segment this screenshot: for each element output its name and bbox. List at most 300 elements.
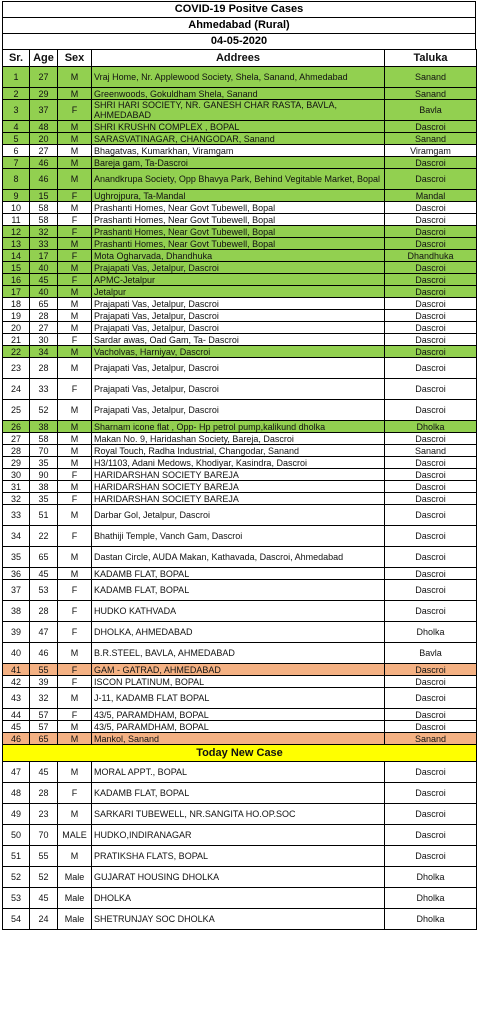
cell-sr: 31 xyxy=(3,481,30,493)
cell-address: Vacholvas, Harniyav, Dascroi xyxy=(92,346,385,358)
cell-address: DHOLKA xyxy=(92,888,385,909)
cell-age: 90 xyxy=(30,469,58,481)
table-row xyxy=(3,310,477,322)
cell-sex: M xyxy=(58,322,92,334)
cell-address: GUJARAT HOUSING DHOLKA xyxy=(92,867,385,888)
header-sex: Sex xyxy=(58,50,92,67)
cell-age: 39 xyxy=(30,676,58,688)
cell-sr: 16 xyxy=(3,274,30,286)
cell-age: 23 xyxy=(30,804,58,825)
cell-sex: MALE xyxy=(58,825,92,846)
cell-sr: 47 xyxy=(3,762,30,783)
cell-sr: 43 xyxy=(3,688,30,709)
cell-sr: 9 xyxy=(3,190,30,202)
cell-taluka: Dholka xyxy=(385,909,477,930)
table-row xyxy=(3,867,477,888)
cell-sex: M xyxy=(58,688,92,709)
cell-sex: F xyxy=(58,469,92,481)
table-row xyxy=(3,298,477,310)
table-row xyxy=(3,547,477,568)
cell-address: Anandkrupa Society, Opp Bhavya Park, Behind Vegitable Market, Bopal xyxy=(92,169,385,190)
cell-age: 52 xyxy=(30,400,58,421)
table-row xyxy=(3,250,477,262)
cell-address: Prajapati Vas, Jetalpur, Dascroi xyxy=(92,262,385,274)
cell-sr: 50 xyxy=(3,825,30,846)
cell-sr: 30 xyxy=(3,469,30,481)
cell-age: 45 xyxy=(30,274,58,286)
table-row xyxy=(3,100,477,121)
cases-body xyxy=(3,67,477,745)
cell-taluka: Dholka xyxy=(385,421,477,433)
cell-age: 58 xyxy=(30,202,58,214)
table-header-row xyxy=(3,50,477,67)
cell-sex: M xyxy=(58,145,92,157)
cell-taluka: Dascroi xyxy=(385,169,477,190)
report-sheet xyxy=(2,1,476,930)
cell-sex: F xyxy=(58,580,92,601)
cell-sr: 3 xyxy=(3,100,30,121)
table-row xyxy=(3,67,477,88)
table-row xyxy=(3,709,477,721)
table-row xyxy=(3,457,477,469)
cell-taluka: Dascroi xyxy=(385,457,477,469)
cell-sr: 28 xyxy=(3,445,30,457)
cell-sr: 35 xyxy=(3,547,30,568)
cell-address: Darbar Gol, Jetalpur, Dascroi xyxy=(92,505,385,526)
cell-address: Bareja gam, Ta-Dascroi xyxy=(92,157,385,169)
cell-taluka: Viramgam xyxy=(385,145,477,157)
cell-taluka: Dascroi xyxy=(385,262,477,274)
cell-sr: 44 xyxy=(3,709,30,721)
cell-address: Prajapati Vas, Jetalpur, Dascroi xyxy=(92,298,385,310)
cell-sex: F xyxy=(58,601,92,622)
table-row xyxy=(3,433,477,445)
cell-address: Bhathiji Temple, Vanch Gam, Dascroi xyxy=(92,526,385,547)
cell-age: 45 xyxy=(30,762,58,783)
cell-taluka: Dascroi xyxy=(385,568,477,580)
cell-taluka: Dascroi xyxy=(385,783,477,804)
cell-age: 35 xyxy=(30,457,58,469)
cell-age: 27 xyxy=(30,322,58,334)
cell-taluka: Dascroi xyxy=(385,676,477,688)
table-row xyxy=(3,688,477,709)
table-row xyxy=(3,580,477,601)
cell-sex: Male xyxy=(58,909,92,930)
cell-taluka: Dascroi xyxy=(385,346,477,358)
cell-sr: 41 xyxy=(3,664,30,676)
cell-sex: M xyxy=(58,846,92,867)
cell-sr: 24 xyxy=(3,379,30,400)
cell-address: Prajapati Vas, Jetalpur, Dascroi xyxy=(92,400,385,421)
cell-age: 32 xyxy=(30,226,58,238)
cell-address: DHOLKA, AHMEDABAD xyxy=(92,622,385,643)
cell-age: 65 xyxy=(30,733,58,745)
cell-sex: M xyxy=(58,733,92,745)
cell-age: 33 xyxy=(30,238,58,250)
cell-age: 28 xyxy=(30,358,58,379)
table-row xyxy=(3,909,477,930)
cell-sr: 39 xyxy=(3,622,30,643)
cell-address: SARKARI TUBEWELL, NR.SANGITA HO.OP.SOC xyxy=(92,804,385,825)
cell-sex: F xyxy=(58,226,92,238)
cell-age: 27 xyxy=(30,67,58,88)
cell-sex: F xyxy=(58,379,92,400)
cell-taluka: Dascroi xyxy=(385,433,477,445)
header-taluka: Taluka xyxy=(385,50,477,67)
cell-sex: Male xyxy=(58,888,92,909)
cell-sex: M xyxy=(58,804,92,825)
cell-taluka: Dascroi xyxy=(385,334,477,346)
table-row xyxy=(3,493,477,505)
new-cases-body xyxy=(3,762,477,930)
cell-sr: 33 xyxy=(3,505,30,526)
cell-age: 33 xyxy=(30,379,58,400)
cell-taluka: Dhandhuka xyxy=(385,250,477,262)
cell-taluka: Dascroi xyxy=(385,298,477,310)
cell-sr: 46 xyxy=(3,733,30,745)
table-row xyxy=(3,888,477,909)
cell-sex: F xyxy=(58,709,92,721)
cell-sex: F xyxy=(58,783,92,804)
cell-taluka: Dascroi xyxy=(385,580,477,601)
cell-address: HARIDARSHAN SOCIETY BAREJA xyxy=(92,481,385,493)
cell-age: 28 xyxy=(30,783,58,804)
table-row xyxy=(3,334,477,346)
table-row xyxy=(3,568,477,580)
cell-sr: 37 xyxy=(3,580,30,601)
cell-taluka: Mandal xyxy=(385,190,477,202)
cell-sr: 15 xyxy=(3,262,30,274)
cell-taluka: Dascroi xyxy=(385,688,477,709)
table-row xyxy=(3,157,477,169)
cell-address: KADAMB FLAT, BOPAL xyxy=(92,580,385,601)
cell-age: 58 xyxy=(30,433,58,445)
table-row xyxy=(3,622,477,643)
cell-sr: 25 xyxy=(3,400,30,421)
cell-sex: M xyxy=(58,202,92,214)
cell-age: 45 xyxy=(30,568,58,580)
cell-taluka: Dascroi xyxy=(385,709,477,721)
cell-age: 38 xyxy=(30,421,58,433)
cell-address: J-11, KADAMB FLAT BOPAL xyxy=(92,688,385,709)
table-row xyxy=(3,643,477,664)
cell-sex: F xyxy=(58,190,92,202)
cell-sr: 42 xyxy=(3,676,30,688)
cell-sr: 40 xyxy=(3,643,30,664)
cell-address: Prajapati Vas, Jetalpur, Dascroi xyxy=(92,322,385,334)
header-sr: Sr. xyxy=(3,50,30,67)
cell-address: HARIDARSHAN SOCIETY BAREJA xyxy=(92,493,385,505)
cell-address: PRATIKSHA FLATS, BOPAL xyxy=(92,846,385,867)
cell-age: 40 xyxy=(30,286,58,298)
cell-address: Prashanti Homes, Near Govt Tubewell, Bopal xyxy=(92,238,385,250)
cell-sex: F xyxy=(58,250,92,262)
cell-age: 55 xyxy=(30,846,58,867)
table-row xyxy=(3,322,477,334)
cell-age: 46 xyxy=(30,157,58,169)
table-row xyxy=(3,133,477,145)
cell-address: Jetalpur xyxy=(92,286,385,298)
cell-taluka: Sanand xyxy=(385,67,477,88)
cell-sex: M xyxy=(58,505,92,526)
cell-address: B.R.STEEL, BAVLA, AHMEDABAD xyxy=(92,643,385,664)
cell-age: 20 xyxy=(30,133,58,145)
cell-address: APMC-Jetalpur xyxy=(92,274,385,286)
cell-taluka: Sanand xyxy=(385,133,477,145)
cases-table xyxy=(2,49,477,930)
cell-sex: M xyxy=(58,286,92,298)
table-row xyxy=(3,676,477,688)
cell-age: 48 xyxy=(30,121,58,133)
cell-sex: M xyxy=(58,481,92,493)
cell-age: 35 xyxy=(30,493,58,505)
cell-taluka: Dholka xyxy=(385,622,477,643)
table-row xyxy=(3,505,477,526)
cell-address: Dastan Circle, AUDA Makan, Kathavada, Dascroi, Ahmedabad xyxy=(92,547,385,568)
cell-sr: 52 xyxy=(3,867,30,888)
cell-address: Prajapati Vas, Jetalpur, Dascroi xyxy=(92,358,385,379)
cell-taluka: Dascroi xyxy=(385,493,477,505)
cell-address: Prajapati Vas, Jetalpur, Dascroi xyxy=(92,310,385,322)
cell-sex: M xyxy=(58,262,92,274)
section-label: Today New Case xyxy=(3,745,477,762)
table-row xyxy=(3,190,477,202)
cell-address: HUDKO,INDIRANAGAR xyxy=(92,825,385,846)
cell-sr: 1 xyxy=(3,67,30,88)
cell-address: Bhagatvas, Kumarkhan, Viramgam xyxy=(92,145,385,157)
cell-address: Prashanti Homes, Near Govt Tubewell, Bopal xyxy=(92,214,385,226)
cell-sex: F xyxy=(58,622,92,643)
cell-address: Greenwoods, Gokuldham Shela, Sanand xyxy=(92,88,385,100)
table-row xyxy=(3,346,477,358)
cell-taluka: Dascroi xyxy=(385,286,477,298)
cell-age: 27 xyxy=(30,145,58,157)
cell-address: Sharnam icone flat , Opp- Hp petrol pump,kalikund dholka xyxy=(92,421,385,433)
cell-taluka: Dascroi xyxy=(385,310,477,322)
cell-address: KADAMB FLAT, BOPAL xyxy=(92,783,385,804)
cell-sr: 29 xyxy=(3,457,30,469)
cell-address: Prajapati Vas, Jetalpur, Dascroi xyxy=(92,379,385,400)
table-row xyxy=(3,733,477,745)
cell-address: ISCON PLATINUM, BOPAL xyxy=(92,676,385,688)
cell-age: 57 xyxy=(30,721,58,733)
cell-sex: M xyxy=(58,762,92,783)
cell-sr: 36 xyxy=(3,568,30,580)
cell-sr: 21 xyxy=(3,334,30,346)
table-row xyxy=(3,526,477,547)
cell-sex: F xyxy=(58,334,92,346)
cell-sex: M xyxy=(58,157,92,169)
cell-taluka: Dholka xyxy=(385,867,477,888)
cell-taluka: Bavla xyxy=(385,643,477,664)
cell-sr: 14 xyxy=(3,250,30,262)
table-row xyxy=(3,214,477,226)
cell-sr: 4 xyxy=(3,121,30,133)
cell-address: MORAL APPT., BOPAL xyxy=(92,762,385,783)
cell-age: 46 xyxy=(30,643,58,664)
cell-sex: F xyxy=(58,526,92,547)
cell-address: Prashanti Homes, Near Govt Tubewell, Bopal xyxy=(92,202,385,214)
cell-address: SHRI HARI SOCIETY, NR. GANESH CHAR RASTA, BAVLA, AHMEDABAD xyxy=(92,100,385,121)
cell-sex: M xyxy=(58,88,92,100)
cell-age: 52 xyxy=(30,867,58,888)
cell-sr: 17 xyxy=(3,286,30,298)
table-row xyxy=(3,274,477,286)
cell-sr: 49 xyxy=(3,804,30,825)
cell-sex: F xyxy=(58,274,92,286)
cell-sex: M xyxy=(58,133,92,145)
cell-age: 57 xyxy=(30,709,58,721)
cell-age: 22 xyxy=(30,526,58,547)
cell-sex: F xyxy=(58,493,92,505)
cell-age: 24 xyxy=(30,909,58,930)
cell-sex: M xyxy=(58,568,92,580)
cell-sr: 22 xyxy=(3,346,30,358)
cell-sr: 32 xyxy=(3,493,30,505)
cell-age: 15 xyxy=(30,190,58,202)
cell-address: GAM - GATRAD, AHMEDABAD xyxy=(92,664,385,676)
cell-sr: 54 xyxy=(3,909,30,930)
cell-age: 37 xyxy=(30,100,58,121)
cell-address: H3/1103, Adani Medows, Khodiyar, Kasindra, Dascroi xyxy=(92,457,385,469)
table-row xyxy=(3,846,477,867)
cell-age: 65 xyxy=(30,298,58,310)
cell-sr: 12 xyxy=(3,226,30,238)
report-date: 04-05-2020 xyxy=(2,33,476,49)
cell-sr: 34 xyxy=(3,526,30,547)
table-row xyxy=(3,804,477,825)
cell-age: 70 xyxy=(30,445,58,457)
cell-sex: M xyxy=(58,547,92,568)
district-name: Ahmedabad (Rural) xyxy=(2,17,476,33)
cell-sr: 53 xyxy=(3,888,30,909)
cell-taluka: Dascroi xyxy=(385,274,477,286)
cell-taluka: Dascroi xyxy=(385,526,477,547)
cell-age: 53 xyxy=(30,580,58,601)
cell-address: Sardar awas, Oad Gam, Ta- Dascroi xyxy=(92,334,385,346)
header-address: Addrees xyxy=(92,50,385,67)
table-row xyxy=(3,379,477,400)
cell-sr: 27 xyxy=(3,433,30,445)
cell-address: HUDKO KATHVADA xyxy=(92,601,385,622)
cell-taluka: Dascroi xyxy=(385,762,477,783)
cell-age: 38 xyxy=(30,481,58,493)
cell-sr: 10 xyxy=(3,202,30,214)
table-row xyxy=(3,481,477,493)
cell-sr: 20 xyxy=(3,322,30,334)
cell-sex: M xyxy=(58,421,92,433)
cell-age: 55 xyxy=(30,664,58,676)
cell-sex: M xyxy=(58,238,92,250)
report-title: COVID-19 Positve Cases xyxy=(2,1,476,17)
cell-sex: M xyxy=(58,721,92,733)
cell-address: Royal Touch, Radha Industrial, Changodar, Sanand xyxy=(92,445,385,457)
cell-age: 51 xyxy=(30,505,58,526)
cell-sex: F xyxy=(58,664,92,676)
cell-sex: M xyxy=(58,121,92,133)
cell-sr: 51 xyxy=(3,846,30,867)
cell-taluka: Dascroi xyxy=(385,481,477,493)
cell-taluka: Dascroi xyxy=(385,469,477,481)
cell-taluka: Bavla xyxy=(385,100,477,121)
cell-sr: 26 xyxy=(3,421,30,433)
cell-sr: 19 xyxy=(3,310,30,322)
cell-age: 45 xyxy=(30,888,58,909)
cell-taluka: Dascroi xyxy=(385,505,477,526)
table-row xyxy=(3,721,477,733)
header-age: Age xyxy=(30,50,58,67)
cell-taluka: Dascroi xyxy=(385,157,477,169)
cell-taluka: Dascroi xyxy=(385,721,477,733)
cell-taluka: Dascroi xyxy=(385,804,477,825)
cell-taluka: Dascroi xyxy=(385,825,477,846)
cell-address: KADAMB FLAT, BOPAL xyxy=(92,568,385,580)
cell-address: Mota Ogharvada, Dhandhuka xyxy=(92,250,385,262)
table-row xyxy=(3,238,477,250)
table-row xyxy=(3,226,477,238)
cell-age: 28 xyxy=(30,601,58,622)
cell-address: Ughrojpura, Ta-Mandal xyxy=(92,190,385,202)
cell-sr: 6 xyxy=(3,145,30,157)
cell-taluka: Dascroi xyxy=(385,358,477,379)
cell-age: 46 xyxy=(30,169,58,190)
cell-sex: M xyxy=(58,67,92,88)
cell-sex: F xyxy=(58,676,92,688)
table-row xyxy=(3,664,477,676)
cell-sex: M xyxy=(58,433,92,445)
cell-sex: M xyxy=(58,298,92,310)
cell-age: 70 xyxy=(30,825,58,846)
cell-address: Mankol, Sanand xyxy=(92,733,385,745)
cell-sex: M xyxy=(58,310,92,322)
table-row xyxy=(3,825,477,846)
table-row xyxy=(3,262,477,274)
cell-age: 58 xyxy=(30,214,58,226)
cell-sr: 11 xyxy=(3,214,30,226)
cell-taluka: Dascroi xyxy=(385,214,477,226)
cell-taluka: Dascroi xyxy=(385,379,477,400)
cell-age: 28 xyxy=(30,310,58,322)
cell-sr: 2 xyxy=(3,88,30,100)
cell-sr: 5 xyxy=(3,133,30,145)
cell-address: SHETRUNJAY SOC DHOLKA xyxy=(92,909,385,930)
cell-sex: M xyxy=(58,643,92,664)
cell-age: 47 xyxy=(30,622,58,643)
table-row xyxy=(3,286,477,298)
cell-sex: M xyxy=(58,346,92,358)
table-row xyxy=(3,358,477,379)
cell-address: Vraj Home, Nr. Applewood Society, Shela, Sanand, Ahmedabad xyxy=(92,67,385,88)
cell-taluka: Dascroi xyxy=(385,846,477,867)
cell-sex: M xyxy=(58,457,92,469)
cell-taluka: Dascroi xyxy=(385,547,477,568)
cell-sex: Male xyxy=(58,867,92,888)
cell-sr: 7 xyxy=(3,157,30,169)
table-row xyxy=(3,421,477,433)
cell-sex: M xyxy=(58,169,92,190)
section-row xyxy=(3,745,477,762)
cell-sex: M xyxy=(58,358,92,379)
cell-taluka: Dascroi xyxy=(385,238,477,250)
cell-taluka: Sanand xyxy=(385,733,477,745)
table-row xyxy=(3,121,477,133)
cell-age: 29 xyxy=(30,88,58,100)
cell-age: 34 xyxy=(30,346,58,358)
table-row xyxy=(3,169,477,190)
cell-taluka: Dholka xyxy=(385,888,477,909)
cell-sex: F xyxy=(58,214,92,226)
cell-taluka: Sanand xyxy=(385,445,477,457)
